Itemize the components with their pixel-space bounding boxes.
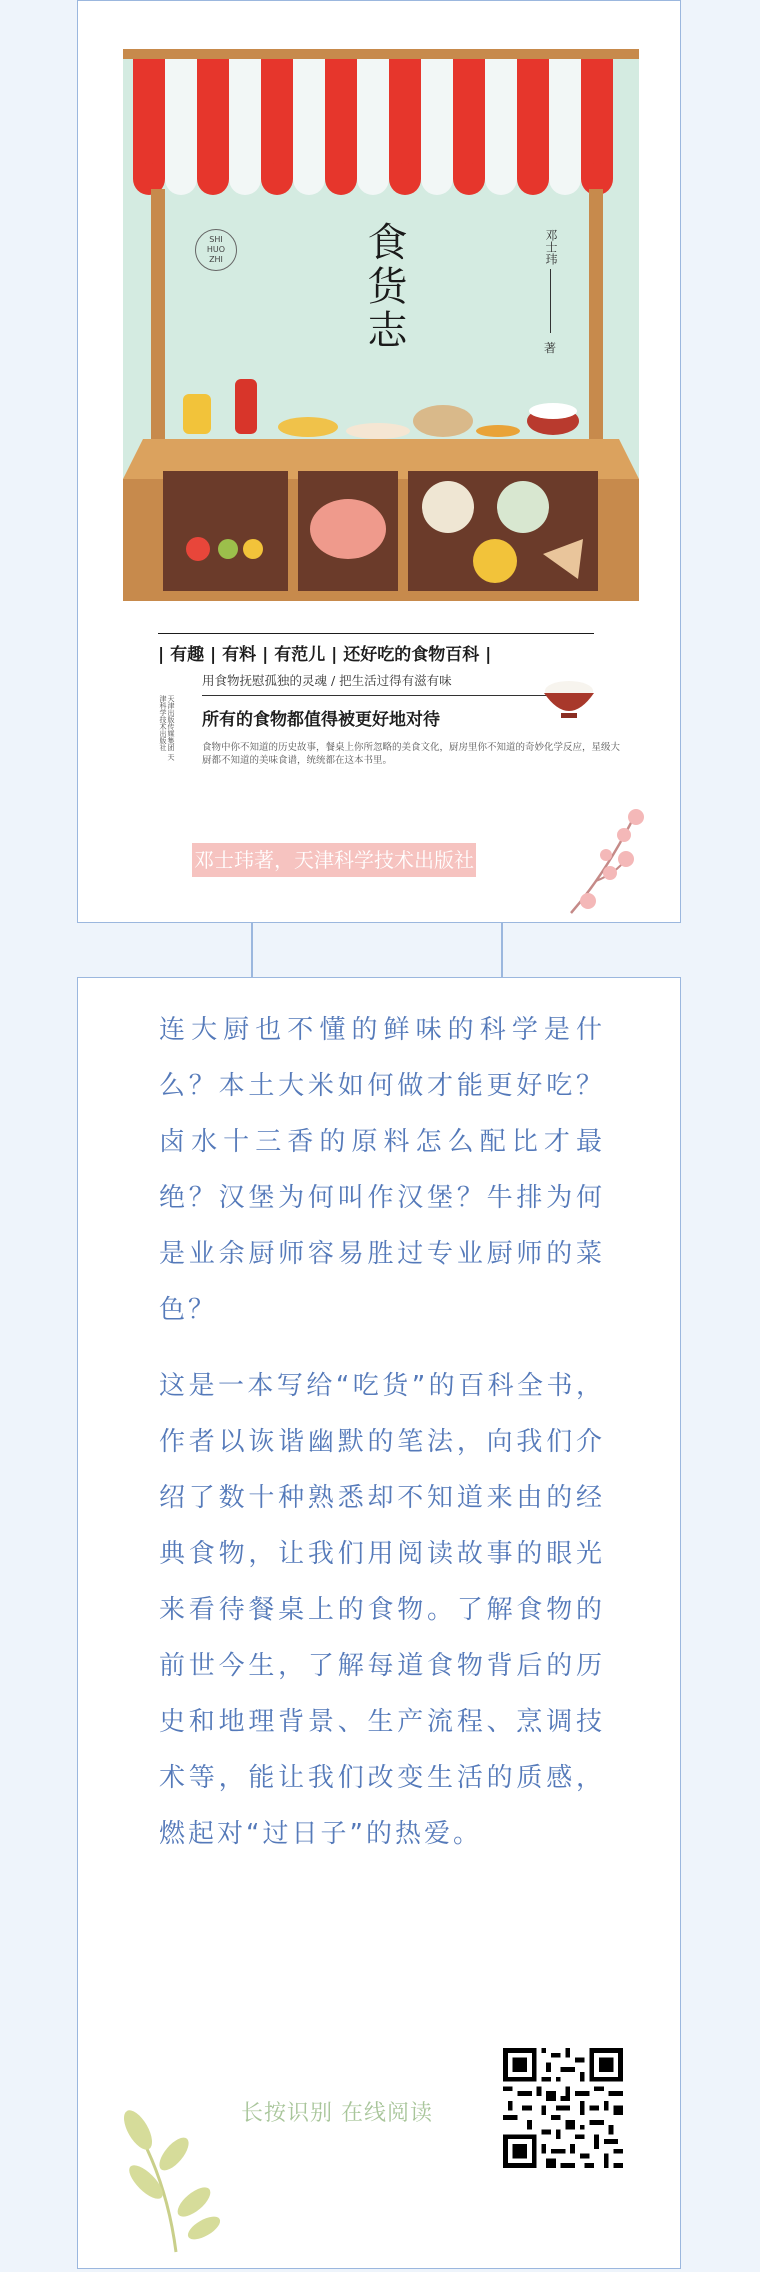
blossom-branch-icon — [566, 803, 646, 923]
cover-divider — [202, 695, 552, 696]
book-author: 邓士玮 — [544, 229, 558, 265]
cover-publisher: 天津出版传媒集团 天津科学技术出版社 — [159, 695, 175, 761]
book-info-caption: 邓士玮著，天津科学技术出版社 — [192, 843, 476, 877]
book-cover-card — [77, 0, 681, 923]
author-divider — [550, 269, 551, 333]
cover-tagline: | 有趣 | 有料 | 有范儿 | 还好吃的食物百科 | — [158, 633, 594, 665]
leaf-branch-icon — [116, 2104, 226, 2254]
qr-code-icon[interactable] — [503, 2048, 623, 2168]
qr-caption: 长按识别 在线阅读 — [241, 2101, 433, 2126]
cover-logo: SHI HUO ZHI — [195, 229, 237, 271]
author-mark: 著 — [544, 341, 557, 355]
card-connector-right — [501, 923, 503, 977]
book-title: 食货志 — [361, 221, 407, 353]
cover-blurb: 食物中你不知道的历史故事，餐桌上你所忽略的美食文化，厨房里你不知道的奇妙化学反应，星级大厨都不知道的美味食谱，统统都在这本书里。 — [202, 742, 621, 766]
description-paragraph: 连大厨也不懂的鲜味的科学是什么？本土大米如何做才能更好吃？卤水十三香的原料怎么配比才最绝？汉堡为何叫作汉堡？牛排为何是业余厨师容易胜过专业厨师的菜色？ — [159, 1015, 605, 1325]
description-card — [77, 977, 681, 2269]
card-connector-left — [251, 923, 253, 977]
description-paragraph: 这是一本写给“吃货”的百科全书，作者以诙谐幽默的笔法，向我们介绍了数十种熟悉却不知道来由的经典食物，让我们用阅读故事的眼光来看待餐桌上的食物。了解食物的前世今生，了解每道食物背后的历史和地理背景、生产流程、烹调技术等，能让我们改变生活的质感，燃起对“过日子”的热爱。 — [159, 1371, 605, 1849]
rice-bowl-icon — [541, 677, 597, 721]
cover-subtitle: 用食物抚慰孤独的灵魂 / 把生活过得有滋有味 — [202, 673, 452, 688]
cover-slogan: 所有的食物都值得被更好地对待 — [202, 710, 440, 730]
book-cover[interactable] — [123, 49, 639, 601]
